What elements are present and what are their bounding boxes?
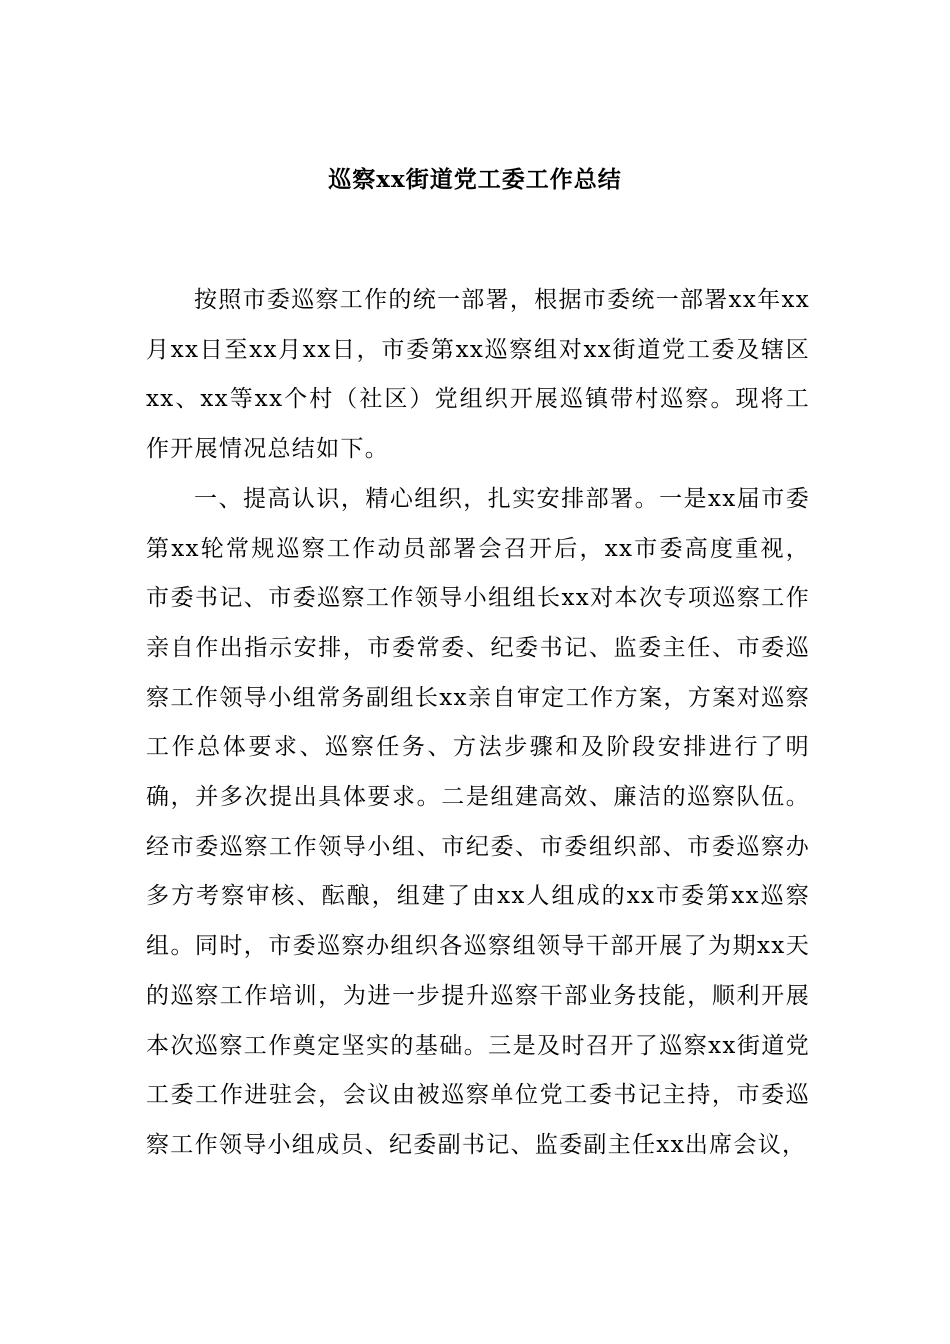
document-title: 巡察xx街道党工委工作总结: [328, 166, 622, 193]
document-body: [146, 276, 810, 1171]
paragraph-intro: 按照市委巡察工作的统一部署，根据市委统一部署xx年xx月xx日至xx月xx日，市委第xx巡察组对xx街道党工委及辖区xx、xx等xx个村（社区）党组织开展巡镇带村巡察。现将工作开展情况总结如下。: [146, 287, 810, 463]
paragraph-section-1: 一、提高认识，精心组织，扎实安排部署。一是xx届市委第xx轮常规巡察工作动员部署会召开后，xx市委高度重视，市委书记、市委巡察工作领导小组组长xx对本次专项巡察工作亲自作出指示安排，市委常委、纪委书记、监委主任、市委巡察工作领导小组常务副组长xx亲自审定工作方案，方案对巡察工作总体要求、巡察任务、方法步骤和及阶段安排进行了明确，并多次提出具体要求。二是组建高效、廉洁的巡察队伍。经市委巡察工作领导小组、市纪委、市委组织部、市委巡察办多方考察审核、酝酿，组建了由xx人组成的xx市委第xx巡察组。同时，市委巡察办组织各巡察组领导干部开展了为期xx天的巡察工作培训，为进一步提升巡察干部业务技能，顺利开展本次巡察工作奠定坚实的基础。三是及时召开了巡察xx街道党工委工作进驻会，会议由被巡察单位党工委书记主持，市委巡察工作领导小组成员、纪委副书记、监委副主任xx出席会议，: [146, 485, 810, 1158]
